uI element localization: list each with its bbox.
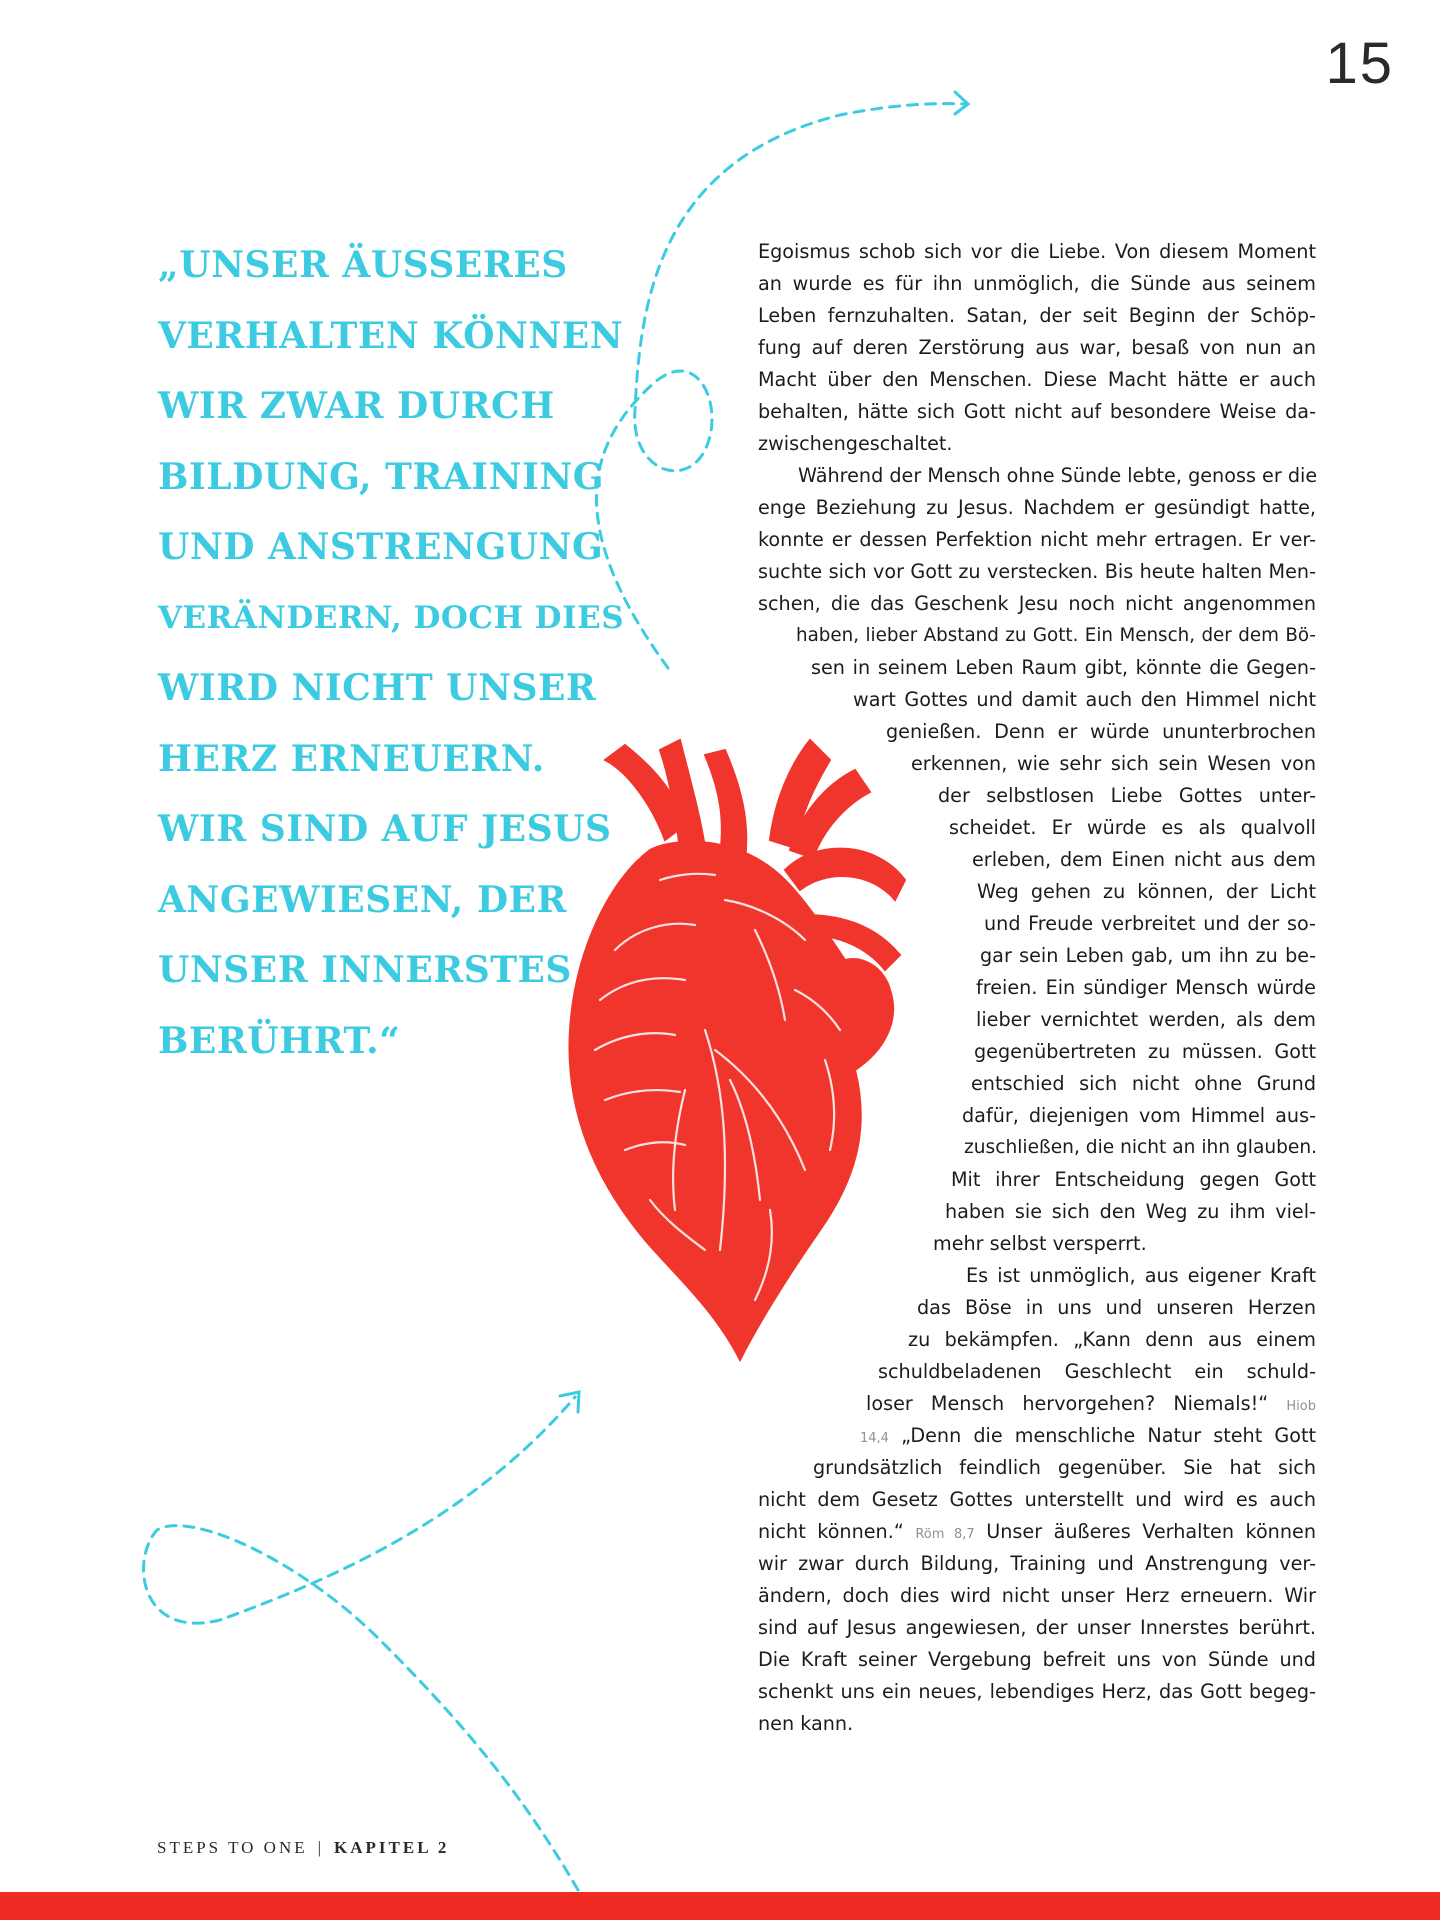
body-line: und Freude verbreitet und der so- [984,912,1316,935]
body-line: sen in seinem Leben Raum gibt, könnte die Gegen- [811,656,1316,679]
footer-chapter: KAPITEL 2 [334,1838,450,1857]
body-line: nen kann. [758,1712,854,1735]
pull-quote-line: HERZ ERNEUERN. [158,737,545,780]
footer-separator: | [317,1838,325,1857]
body-line: wart Gottes und damit auch den Himmel nicht [853,688,1316,711]
body-line: erleben, dem Einen nicht aus dem [972,848,1316,871]
body-line: nicht können.“ Röm 8,7 Unser äußeres Verhalten können [758,1520,1316,1543]
body-line: Es ist unmöglich, aus eigener Kraft [966,1264,1316,1287]
running-footer [157,1838,449,1858]
body-line: dafür, diejenigen vom Himmel aus- [962,1104,1316,1127]
pull-quote-line: WIR ZWAR DURCH [158,385,555,427]
body-line: enge Beziehung zu Jesus. Nachdem er gesündigt hatte, [758,496,1316,519]
body-line: haben, lieber Abstand zu Gott. Ein Mensch, der dem Bö- [796,625,1316,646]
body-line: Weg gehen zu können, der Licht [977,880,1316,903]
body-line: gegenübertreten zu müssen. Gott [974,1040,1316,1063]
body-line: erkennen, wie sehr sich sein Wesen von [911,752,1316,775]
pull-quote-line: VERÄNDERN, DOCH DIES [158,599,625,636]
body-line: loser Mensch hervorgehen? Niemals!“ Hiob [866,1392,1316,1415]
body-line: Macht über den Menschen. Diese Macht hätte er auch [758,368,1316,391]
body-line: freien. Ein sündiger Mensch würde [976,976,1316,999]
body-line: sind auf Jesus angewiesen, der unser Innerstes berührt. [758,1616,1316,1639]
body-line: wir zwar durch Bildung, Training und Anstrengung ver- [758,1552,1316,1575]
scripture-reference: Hiob [1286,1399,1316,1414]
anatomical-heart-illustration [555,730,925,1370]
body-line: Leben fernzuhalten. Satan, der seit Beginn der Schöp- [758,304,1316,327]
body-line: das Böse in uns und unseren Herzen [917,1296,1316,1319]
body-line: genießen. Denn er würde ununterbrochen [886,720,1316,743]
body-line: mehr selbst versperrt. [933,1232,1147,1255]
body-line: zu bekämpfen. „Kann denn aus einem [908,1328,1316,1351]
body-line: Die Kraft seiner Vergebung befreit uns von Sünde und [758,1648,1316,1671]
pull-quote-line: UNSER INNERSTES [158,949,572,991]
body-line: Während der Mensch ohne Sünde lebte, genoss er die [798,464,1318,487]
body-line: gar sein Leben gab, um ihn zu be- [980,944,1316,967]
pull-quote-line: UND ANSTRENGUNG [158,526,604,568]
body-line: fung auf deren Zerstörung aus war, besaß von nun an [758,336,1316,359]
body-line: behalten, hätte sich Gott nicht auf besondere Weise da- [758,400,1316,423]
pull-quote-line: WIRD NICHT UNSER [158,667,597,709]
pull-quote-line: BERÜHRT.“ [158,1019,401,1062]
footer-title: STEPS TO ONE [157,1838,308,1857]
body-line: Mit ihrer Entscheidung gegen Gott [951,1168,1316,1191]
pull-quote-line: WIR SIND AUF JESUS [158,808,612,850]
scripture-reference: Röm 8,7 [915,1527,975,1542]
pull-quote-line: VERHALTEN KÖNNEN [158,314,624,357]
body-line: grundsätzlich feindlich gegenüber. Sie hat sich [813,1456,1316,1479]
body-line: an wurde es für ihn unmöglich, die Sünde aus seinem [758,272,1316,295]
body-line: schen, die das Geschenk Jesu noch nicht angenommen [758,592,1316,615]
body-line: lieber vernichtet werden, als dem [976,1008,1316,1031]
body-line: schuldbeladenen Geschlecht ein schuld- [878,1360,1316,1383]
body-line: 14,4 „Denn die menschliche Natur steht Gott [860,1424,1316,1447]
scripture-reference: 14,4 [860,1431,889,1446]
body-line: schenkt uns ein neues, lebendiges Herz, das Gott begeg- [758,1680,1316,1703]
body-line: nicht dem Gesetz Gottes unterstellt und wird es auch [758,1488,1316,1511]
body-line: scheidet. Er würde es als qualvoll [949,816,1316,839]
pull-quote-line: „UNSER ÄUSSERES [158,244,568,286]
page-number: 15 [1325,31,1394,96]
dashed-loop-bottom [144,1397,578,1890]
body-line: zwischengeschaltet. [758,432,953,455]
bottom-red-bar [0,1892,1440,1920]
pull-quote-line: ANGEWIESEN, DER [158,878,567,921]
body-line: ändern, doch dies wird nicht unser Herz erneuern. Wir [758,1584,1316,1607]
body-line: suchte sich vor Gott zu verstecken. Bis heute halten Men- [758,560,1316,583]
pull-quote-line: BILDUNG, TRAINING [158,455,605,498]
body-line: zuschließen, die nicht an ihn glauben. [964,1137,1318,1158]
body-line: entschied sich nicht ohne Grund [971,1072,1316,1095]
body-line: konnte er dessen Perfektion nicht mehr ertragen. Er ver- [758,528,1316,551]
body-line: Egoismus schob sich vor die Liebe. Von diesem Moment [758,240,1316,263]
body-line: haben sie sich den Weg zu ihm viel- [945,1200,1316,1223]
body-line: der selbstlosen Liebe Gottes unter- [938,784,1316,807]
